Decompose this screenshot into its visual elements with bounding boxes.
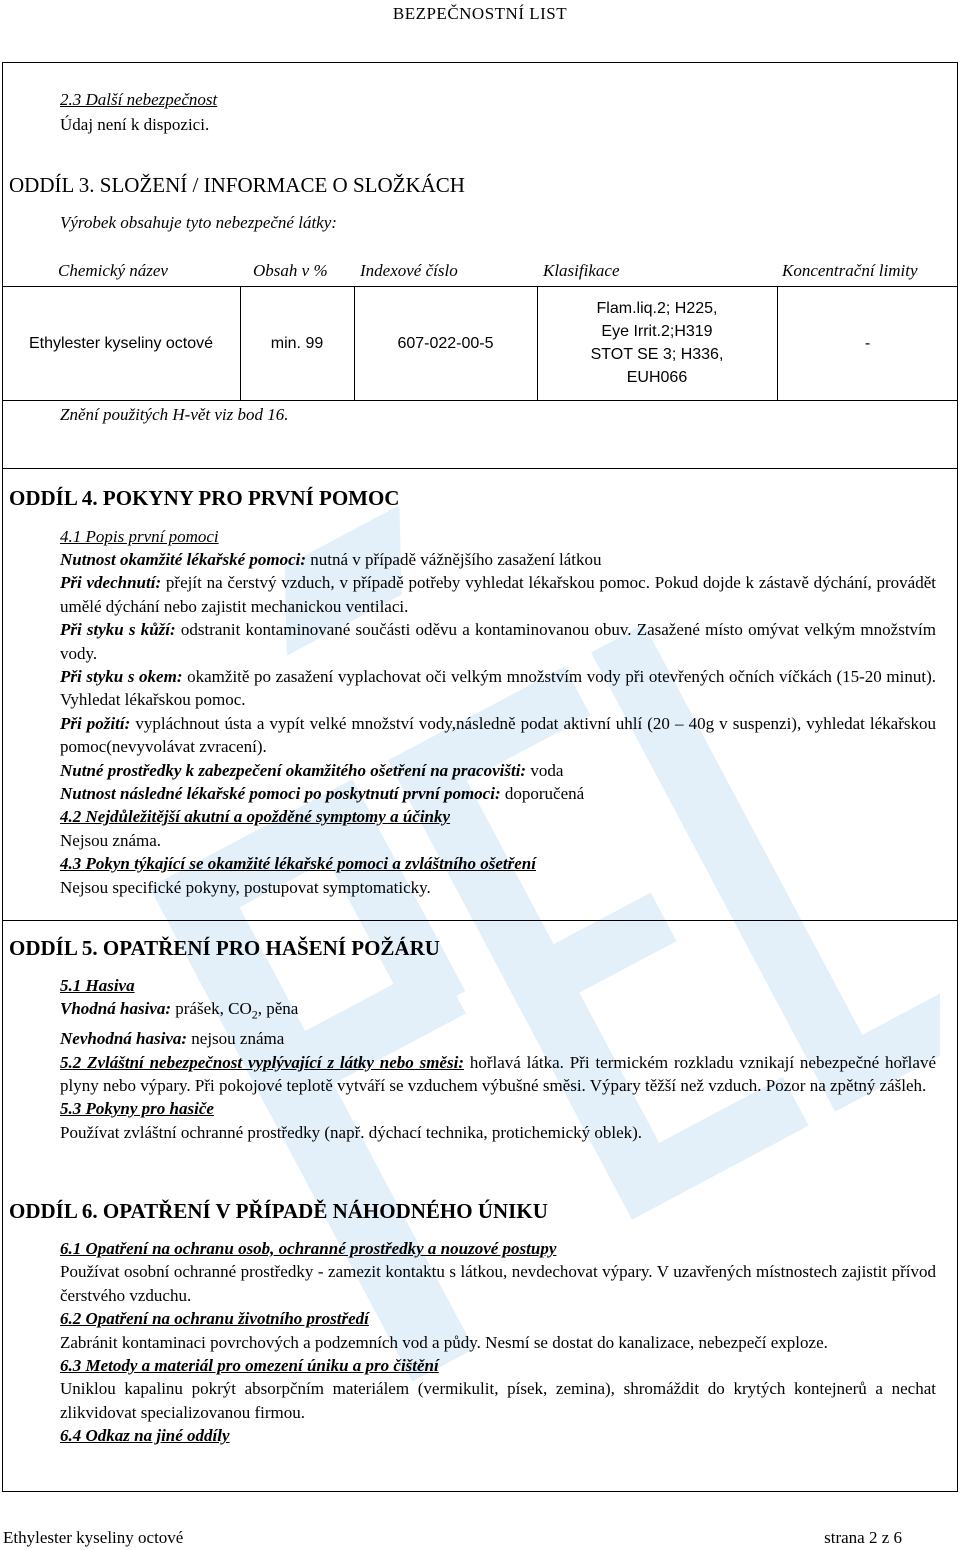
label-unsuitable-media: Nevhodná hasiva: [60,1029,188,1049]
table-header-chemical-name: Chemický název [58,261,168,280]
cell-content: min. 99 [270,334,324,352]
section-6-title: ODDÍL 6. OPATŘENÍ V PŘÍPADĚ NÁHODNÉHO ÚNIKU [9,1199,548,1223]
subsection-6-4-title: 6.4 Odkaz na jiné oddíly [60,1426,230,1446]
cell-chemical-name: Ethylester kyseliny octové [28,334,214,352]
composition-table [2,286,958,400]
section-4-title: ODDÍL 4. POKYNY PRO PRVNÍ POMOC [9,486,400,510]
subsection-5-3-title: 5.3 Pokyny pro hasiče [60,1099,214,1119]
label-ingestion: Při požití: [60,713,131,733]
footer-page-number: strana 2 z 6 [824,1528,902,1547]
section-3-title: ODDÍL 3. SLOŽENÍ / INFORMACE O SLOŽKÁCH [9,173,465,197]
table-header-index: Indexové číslo [360,261,458,280]
table-header-content: Obsah v % [253,261,328,280]
classification-line: Eye Irrit.2;H319 [601,323,713,340]
subsection-6-3-title: 6.3 Metody a materiál pro omezení úniku a pro čištění [60,1356,439,1376]
section-divider [2,920,958,921]
text-skin-contact: odstranit kontaminované součásti oděvu a kontaminovanou obuv. Zasažené místo omývat velkým množstvím vody. [60,620,936,663]
subsection-6-1-text: Používat osobní ochranné prostředky - zamezit kontaktu s látkou, nevdechovat výpary. V uzavřených místnostech zajistit přívod čerstvého vzduchu. [60,1262,936,1305]
subsection-4-3-title: 4.3 Pokyn týkající se okamžité lékařské pomoci a zvláštního ošetření [60,854,536,874]
label-immediate-aid: Nutnost okamžité lékařské pomoci: [60,550,307,569]
h-phrases-note: Znění použitých H-vět viz bod 16. [60,405,289,424]
section-5-body [60,974,936,1144]
subsection-4-3-text: Nejsou specifické pokyny, postupovat symptomaticky. [60,877,431,897]
page-header-title: BEZPEČNOSTNÍ LIST [392,4,568,23]
cell-limit: - [864,334,871,352]
section-5-title: ODDÍL 5. OPATŘENÍ PRO HAŠENÍ POŽÁRU [9,936,440,960]
subsection-4-2-title: 4.2 Nejdůležitější akutní a opožděné symptomy a účinky [60,807,451,827]
label-workplace-means: Nutné prostředky k zabezpečení okamžitého ošetření na pracovišti: [60,760,527,780]
label-skin-contact: Při styku s kůží: [60,620,176,640]
text-workplace-means: voda [526,760,564,780]
table-header-limits: Koncentrační limity [782,261,918,280]
classification-line: STOT SE 3; H336, [590,346,724,363]
section-3-intro: Výrobek obsahuje tyto nebezpečné látky: [60,213,337,232]
subsection-6-3-text: Uniklou kapalinu pokrýt absorpčním materiálem (vermikulit, písek, zemina), shromáždit do krytých kontejnerů a nechat zlikvidovat specializovanou firmou. [60,1379,936,1422]
text-suitable-media: prášek, CO [171,999,252,1019]
co2-subscript: 2 [251,1007,258,1022]
classification-line: Flam.liq.2; H225, [596,300,718,317]
table-header-classification: Klasifikace [543,261,620,280]
subsection-5-3-text: Používat zvláštní ochranné prostředky (např. dýchací technika, protichemický oblek). [60,1122,643,1142]
label-followup-aid: Nutnost následné lékařské pomoci po poskytnutí první pomoci: [60,784,501,804]
table-border-bottom [2,400,958,401]
label-inhalation: Při vdechnutí: [60,573,162,593]
subsection-2-3-title: 2.3 Další nebezpečnost [60,90,218,109]
footer-product-name: Ethylester kyseliny octové [3,1528,184,1547]
text-followup-aid: doporučená [500,784,585,804]
label-suitable-media: Vhodná hasiva: [60,999,171,1019]
section-6-body [60,1237,936,1448]
text-inhalation: přejít na čerstvý vzduch, v případě potřeby vyhledat lékařskou pomoc. Pokud dojde k zástavě dýchání, provádět umělé dýchání nebo zajistit mechanickou ventilaci. [60,573,936,616]
subsection-6-2-text: Zabránit kontaminaci povrchových a podzemních vod a půdy. Nesmí se dostat do kanalizace, nebezpečí exploze. [60,1332,828,1352]
section-4-body [60,548,936,899]
text-immediate-aid: nutná v případě vážnějšího zasažení látkou [306,550,602,569]
text-eye-contact: okamžitě po zasažení vyplachovat oči velkým množstvím vody při otevřených očních víčkách (15-20 minut). Vyhledat lékařskou pomoc. [60,667,937,710]
subsection-4-2-text: Nejsou známa. [60,830,162,850]
text-unsuitable-media: nejsou známa [187,1029,285,1049]
subsection-6-2-title: 6.2 Opatření na ochranu životního prostředí [60,1309,369,1329]
subsection-6-1-title: 6.1 Opatření na ochranu osob, ochranné prostředky a nouzové postupy [60,1239,557,1258]
subsection-4-1-title: 4.1 Popis první pomoci [60,527,219,546]
text-ingestion: vypláchnout ústa a vypít velké množství vody,následně podat aktivní uhlí (20 – 40g v suspenzi), vyhledat lékařskou pomoc(nevyvolávat zvracení). [60,713,937,757]
section-divider [2,468,958,469]
subsection-5-1-title: 5.1 Hasiva [60,976,135,995]
subsection-5-2-title: 5.2 Zvláštní nebezpečnost vyplývající z látky nebo směsi: [60,1052,464,1072]
cell-classification [537,286,777,400]
text-suitable-media-end: , pěna [257,999,299,1019]
classification-line: EUH066 [626,369,688,386]
subsection-5-2-text: hořlavá látka. Při termickém rozkladu vznikají nebezpečné hořlavé plyny nebo výpary. Při pokojové teplotě vytváří se vzduchem výbušné směsi. Výpary těžší než vzduch. Pozor na zpětný zášleh. [60,1052,937,1096]
cell-index: 607-022-00-5 [397,334,494,352]
label-eye-contact: Při styku s okem: [60,667,183,687]
subsection-2-3-text: Údaj není k dispozici. [60,115,210,134]
